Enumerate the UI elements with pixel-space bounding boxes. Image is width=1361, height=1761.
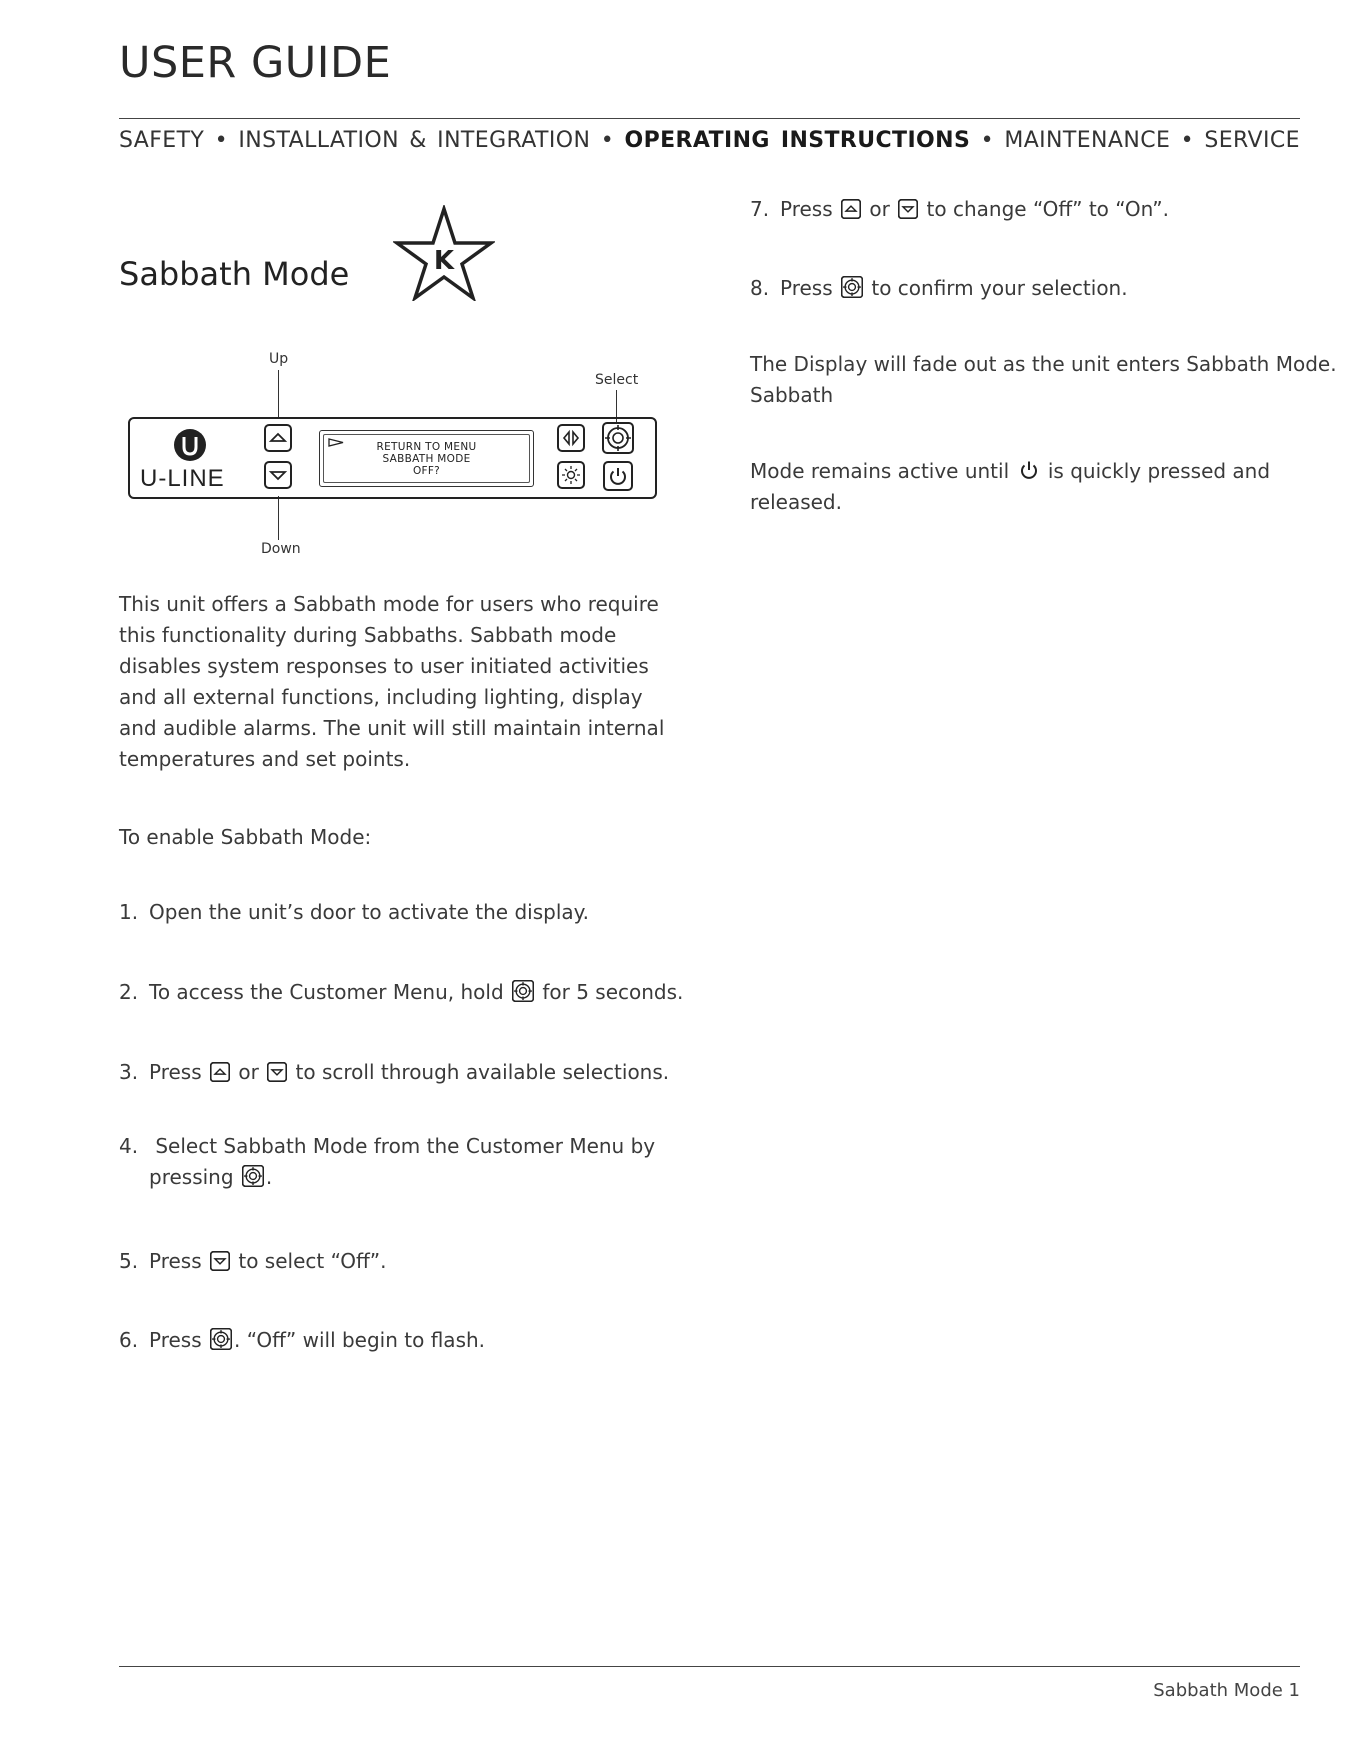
light-button-icon (557, 461, 585, 489)
step-text: for 5 seconds. (542, 980, 684, 1004)
remain-paragraph (750, 456, 1270, 518)
step-text: Press (780, 276, 833, 300)
select-button-icon (841, 276, 863, 298)
section-title: Sabbath Mode (119, 255, 350, 293)
step-text: Press (149, 1328, 202, 1352)
lcd-line: RETURN TO MENU (376, 441, 477, 453)
step-number: 1. (119, 900, 139, 924)
up-button-icon (841, 199, 861, 219)
page-title: USER GUIDE (119, 38, 392, 88)
step-number: 6. (119, 1328, 139, 1352)
down-button-icon (264, 461, 292, 489)
footer-divider (119, 1666, 1300, 1667)
lcd-line: OFF? (412, 465, 441, 477)
step-number: 8. (750, 276, 770, 300)
step-text: . (265, 1165, 273, 1189)
step-text: Open the unit’s door to activate the display. (149, 900, 589, 924)
fade-line: The Display will fade out as the unit enters Sabbath Mode. (750, 352, 1337, 376)
label-down: Down (261, 541, 301, 557)
nav-safety: SAFETY (119, 128, 205, 153)
page-footer: Sabbath Mode 1 (1153, 1680, 1300, 1701)
kosher-letter: K (433, 246, 455, 276)
down-button-icon (210, 1251, 230, 1271)
leader-line-down (278, 496, 279, 540)
step-3 (119, 1057, 669, 1088)
section-nav (119, 128, 1300, 153)
step-text: To access the Customer Menu, hold (149, 980, 504, 1004)
select-button-icon (242, 1165, 264, 1187)
lcd-display (319, 430, 534, 487)
select-button-icon (602, 422, 634, 454)
enable-heading: To enable Sabbath Mode: (119, 825, 372, 849)
header-divider (119, 118, 1300, 119)
step-text: pressing (149, 1165, 234, 1189)
nav-separator: • (980, 128, 994, 153)
remain-text: released. (750, 490, 842, 514)
step-number: 5. (119, 1249, 139, 1273)
step-1 (119, 897, 589, 928)
step-text: Select Sabbath Mode from the Customer Menu by (155, 1134, 656, 1158)
temp-adjust-button-icon (557, 424, 585, 452)
select-button-icon (512, 980, 534, 1002)
nav-separator: • (214, 128, 229, 153)
step-text: to select “Off”. (238, 1249, 387, 1273)
step-text: to scroll through available selections. (295, 1060, 670, 1084)
down-button-icon (898, 199, 918, 219)
step-text: or (869, 197, 890, 221)
step-text: Press (780, 197, 833, 221)
star-k-kosher-icon (393, 205, 495, 301)
step-6 (119, 1325, 485, 1356)
power-icon (1018, 459, 1040, 481)
up-button-icon (210, 1062, 230, 1082)
step-text: . “Off” will begin to flash. (234, 1328, 486, 1352)
up-button-icon (264, 424, 292, 452)
step-text: to confirm your selection. (871, 276, 1128, 300)
step-2 (119, 977, 683, 1008)
nav-operating-current: OPERATING INSTRUCTIONS (624, 128, 971, 153)
select-button-icon (210, 1328, 232, 1350)
step-text: Press (149, 1249, 202, 1273)
lcd-line: SABBATH MODE (382, 453, 471, 465)
nav-maintenance: MAINTENANCE (1004, 128, 1171, 153)
step-4 (119, 1131, 655, 1193)
step-text: Press (149, 1060, 202, 1084)
step-5 (119, 1246, 386, 1277)
step-number: 3. (119, 1060, 139, 1084)
nav-service: SERVICE (1204, 128, 1300, 153)
step-number: 2. (119, 980, 139, 1004)
nav-separator: • (600, 128, 615, 153)
remain-text: Mode remains active until (750, 459, 1010, 483)
lcd-text (324, 441, 529, 477)
fade-paragraph (750, 349, 1337, 411)
fade-line: Sabbath (750, 383, 834, 407)
remain-text: is quickly pressed and (1047, 459, 1271, 483)
nav-installation: INSTALLATION & INTEGRATION (238, 128, 591, 153)
down-button-icon (267, 1062, 287, 1082)
intro-paragraph: This unit offers a Sabbath mode for users who require this functionality during Sabbaths. Sabbath mode disables system responses to user initiated activities and all external functions, including lighting, display and audible alarms. The unit will still maintain internal temperatures and set points. (119, 592, 665, 771)
step-text: or (238, 1060, 259, 1084)
nav-separator: • (1180, 128, 1195, 153)
step-text: to change “Off” to “On”. (926, 197, 1169, 221)
u-line-logo-icon (173, 428, 207, 462)
power-button-icon (603, 461, 633, 491)
step-8 (750, 273, 1128, 304)
step-7 (750, 194, 1169, 225)
label-up: Up (269, 351, 289, 367)
step-number: 7. (750, 197, 770, 221)
brand-logo-text: U-LINE (140, 465, 225, 492)
step-number: 4. (119, 1134, 139, 1158)
leader-line-up (278, 370, 279, 418)
label-select: Select (595, 372, 639, 388)
